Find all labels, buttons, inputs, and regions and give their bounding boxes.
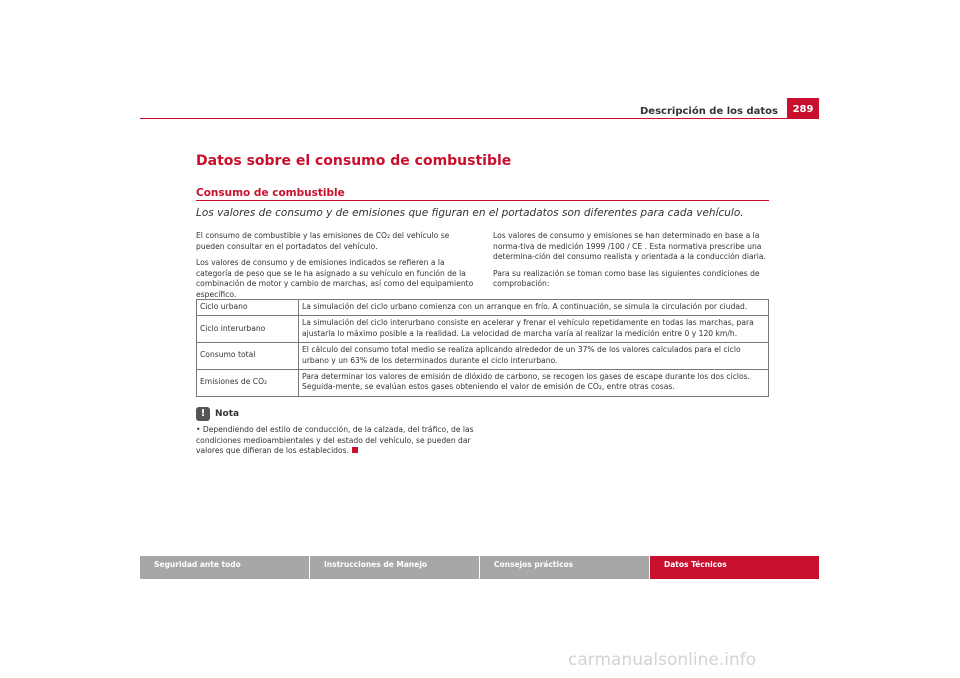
right-paragraph-2: Para su realización se toman como base las siguientes condiciones de comprobación: <box>493 268 760 289</box>
footer-tab-instrucciones[interactable]: Instrucciones de Manejo <box>310 556 479 579</box>
row-label: Consumo total <box>197 343 299 370</box>
footer-tab-consejos[interactable]: Consejos prácticos <box>480 556 649 579</box>
header-rule <box>140 118 819 119</box>
section-subtitle: Consumo de combustible <box>196 187 345 199</box>
row-text: Para determinar los valores de emisión de dióxido de carbono, se recogen los gases de escape durante los dos ciclos. Seguida-mente, se evalúan estos gases obteniendo el valor de emisión de CO₂, entre otras cosas. <box>299 370 769 397</box>
row-label: Ciclo interurbano <box>197 316 299 343</box>
note-text: Dependiendo del estilo de conducción, de la calzada, del tráfico, de las condiciones medioambientales y del estado del vehículo, se pueden dar valores que difieran de los establecidos. <box>196 425 474 456</box>
row-text: La simulación del ciclo urbano comienza con un arranque en frío. A continuación, se simula la circulación por ciudad. <box>299 300 769 316</box>
note-title: Nota <box>215 409 240 419</box>
table-row <box>197 300 769 316</box>
left-paragraph-1: El consumo de combustible y las emisiones de CO₂ del vehículo se pueden consultar en el portadatos del vehículo. <box>196 231 450 251</box>
left-column <box>196 231 478 307</box>
right-paragraph-1: Los valores de consumo y emisiones se han determinado en base a la norma-tiva de medición 1999 /100 / CE . Esta normativa prescribe una determina-ción del consumo realista y orientada a la conducción diaria. <box>493 231 766 262</box>
table-row <box>197 343 769 370</box>
end-marker-icon <box>352 447 358 453</box>
header-title: Descripción de los datos <box>640 106 778 117</box>
row-label: Ciclo urbano <box>197 300 299 316</box>
table-row <box>197 370 769 397</box>
note-body <box>196 425 478 457</box>
page-number: 289 <box>787 98 819 118</box>
subtitle-rule <box>196 200 769 201</box>
section-title: Datos sobre el consumo de combustible <box>196 153 512 169</box>
test-conditions-table <box>196 299 769 397</box>
note-icon: ! <box>196 407 210 421</box>
left-paragraph-2: Los valores de consumo y de emisiones indicados se refieren a la categoría de peso que se le ha asignado a su vehículo en función de la combinación de motor y cambio de marchas, así como del equipamiento específico. <box>196 258 474 299</box>
footer-tab-datos-tecnicos[interactable]: Datos Técnicos <box>650 556 819 579</box>
footer-nav <box>140 556 819 579</box>
row-text: El cálculo del consumo total medio se realiza aplicando alrededor de un 37% de los valores calculados para el ciclo urbano y un 63% de los determinados durante el ciclo interurbano. <box>299 343 769 370</box>
footer-tab-seguridad[interactable]: Seguridad ante todo <box>140 556 309 579</box>
table-row <box>197 316 769 343</box>
row-text: La simulación del ciclo interurbano consiste en acelerar y frenar el vehículo repetidamente en todas las marchas, para ajustarla lo máximo posible a la realidad. La velocidad de marcha varía al realizar la medición entre 0 y 120 km/h. <box>299 316 769 343</box>
lead-text: Los valores de consumo y de emisiones que figuran en el portadatos son diferentes para cada vehículo. <box>196 207 744 219</box>
watermark: carmanualsonline.info <box>568 650 757 670</box>
right-column <box>493 231 773 296</box>
row-label: Emisiones de CO₂ <box>197 370 299 397</box>
bullet-icon: • <box>196 425 201 434</box>
